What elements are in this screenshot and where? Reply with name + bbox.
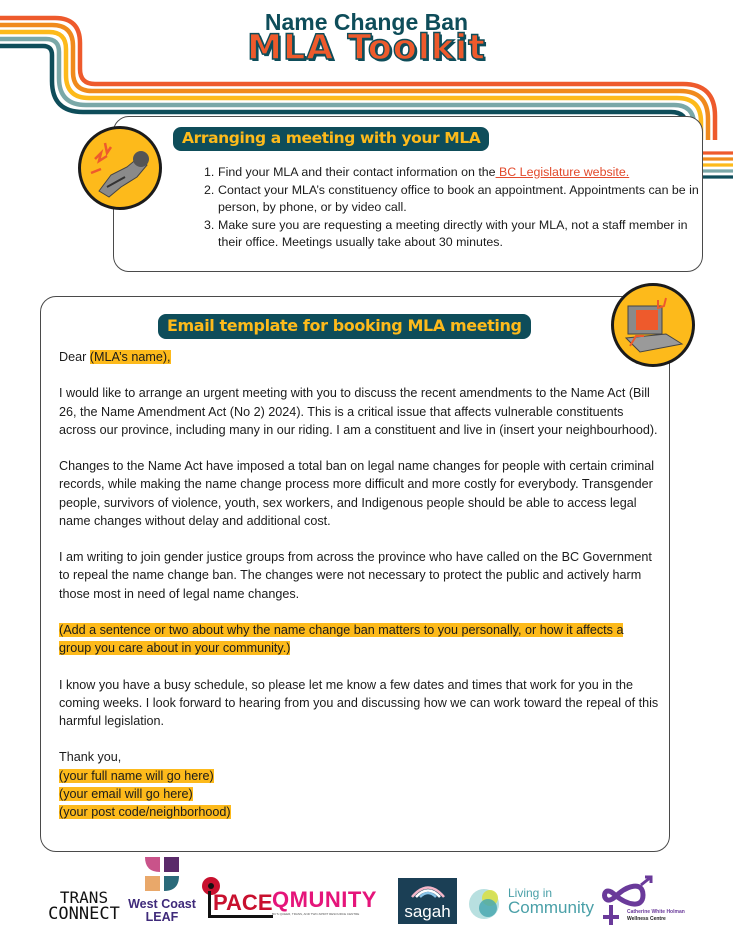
partner-logos: [0, 855, 733, 943]
logo-catherine-white-holman: [597, 875, 707, 935]
personal-story-placeholder: [59, 621, 659, 657]
step-text: Find your MLA and their contact information on the: [218, 165, 496, 179]
west-coast-leaf-mark: [143, 855, 181, 893]
logo-text: LEAF: [145, 910, 179, 924]
logo-text: BC'S QUEER, TRANS, AND TWO-SPIRIT RESOURCE CENTRE: [272, 912, 360, 916]
email-signoff: Thank you,: [59, 750, 122, 765]
rainbow-icon: [408, 882, 448, 898]
document-title: MLA Toolkit: [247, 28, 486, 68]
step-item: [204, 182, 704, 217]
email-paragraph: I am writing to join gender justice groups from across the province who have called on the BC Government to repeal the name change ban. The changes were not necessary to protect the public and actively harm those most in need of legal name changes.: [59, 550, 652, 601]
logo-text: Catherine White Holman: [627, 909, 685, 915]
email-paragraph: I would like to arrange an urgent meeting with you to discuss the recent amendments to the Name Act (Bill 26, the Name Amendment Act (No 2) 2024). This is a critical issue that affects vulnerable constituents across our province, including many in our riding. I am a constituent and live in (insert your neighbourhood).: [59, 386, 658, 437]
email-template-card: [40, 296, 670, 852]
logo-west-coast-leaf: [128, 855, 196, 924]
logo-text: Wellness Centre: [627, 916, 666, 922]
logo-text: TRANS: [59, 888, 109, 907]
step-number: 3.: [204, 217, 215, 232]
logo-text: Living in: [508, 886, 553, 900]
logo-text: sagah: [404, 902, 451, 921]
step-item: [204, 164, 704, 182]
living-in-community-mark: [468, 886, 504, 922]
logo-text: PACE: [208, 891, 273, 918]
mla-name-placeholder: (MLA’s name),: [89, 350, 171, 364]
logo-trans-connect: [44, 889, 124, 923]
logo-text: West Coast: [128, 897, 196, 911]
logo-text: CONNECT: [48, 904, 120, 924]
step-number: 1.: [204, 165, 215, 179]
full-name-placeholder: (your full name will go here): [59, 768, 214, 783]
greeting-text: Dear: [59, 350, 90, 364]
email-paragraph: I know you have a busy schedule, so please let me know a few dates and times that work for you in the coming weeks. I look forward to hearing from you and discussing how we can work toward the repeal of this harmful legislation.: [59, 677, 659, 728]
bc-legislature-link[interactable]: BC Legislature website.: [495, 165, 630, 179]
email-greeting: [59, 348, 659, 366]
logo-text: QMUNITY: [272, 887, 377, 912]
personal-story-text: (Add a sentence or two about why the name change ban matters to you personally, or how it affects a group you care about in your community.): [59, 622, 624, 656]
signature-block: [59, 767, 659, 822]
step-text: Contact your MLA’s constituency office to book an appointment. Appointments can be in person, by phone, or by video call.: [218, 182, 699, 214]
logo-text: Community: [508, 898, 594, 917]
postcode-placeholder: (your post code/neighborhood): [59, 804, 231, 819]
computer-icon: [611, 283, 695, 367]
email-section-heading: Email template for booking MLA meeting: [158, 314, 531, 339]
document-subtitle: Name Change Ban: [264, 9, 469, 35]
email-paragraph: Changes to the Name Act have imposed a total ban on legal name changes for people with certain criminal records, while making the name change process more difficult and more costly for everybody. Transgender people, survivors of violence, youth, sex workers, and Indigenous people should be able to access legal name changes without delay and additional cost.: [59, 459, 655, 528]
step-number: 2.: [204, 182, 215, 197]
meeting-instructions-card: [113, 116, 703, 272]
logo-sagah: [398, 878, 457, 924]
step-item: [204, 217, 704, 252]
email-placeholder: (your email will go here): [59, 786, 193, 801]
step-text: Make sure you are requesting a meeting directly with your MLA, not a staff member in their office. Meetings usually take about 30 minutes.: [218, 217, 688, 249]
logo-qmunity: [272, 888, 392, 916]
meeting-steps-list: [204, 164, 704, 252]
meeting-section-heading: Arranging a meeting with your MLA: [173, 127, 489, 151]
email-template-body: [59, 348, 659, 821]
microphone-hand-icon: [78, 126, 162, 210]
logo-living-in-community: [468, 884, 593, 924]
